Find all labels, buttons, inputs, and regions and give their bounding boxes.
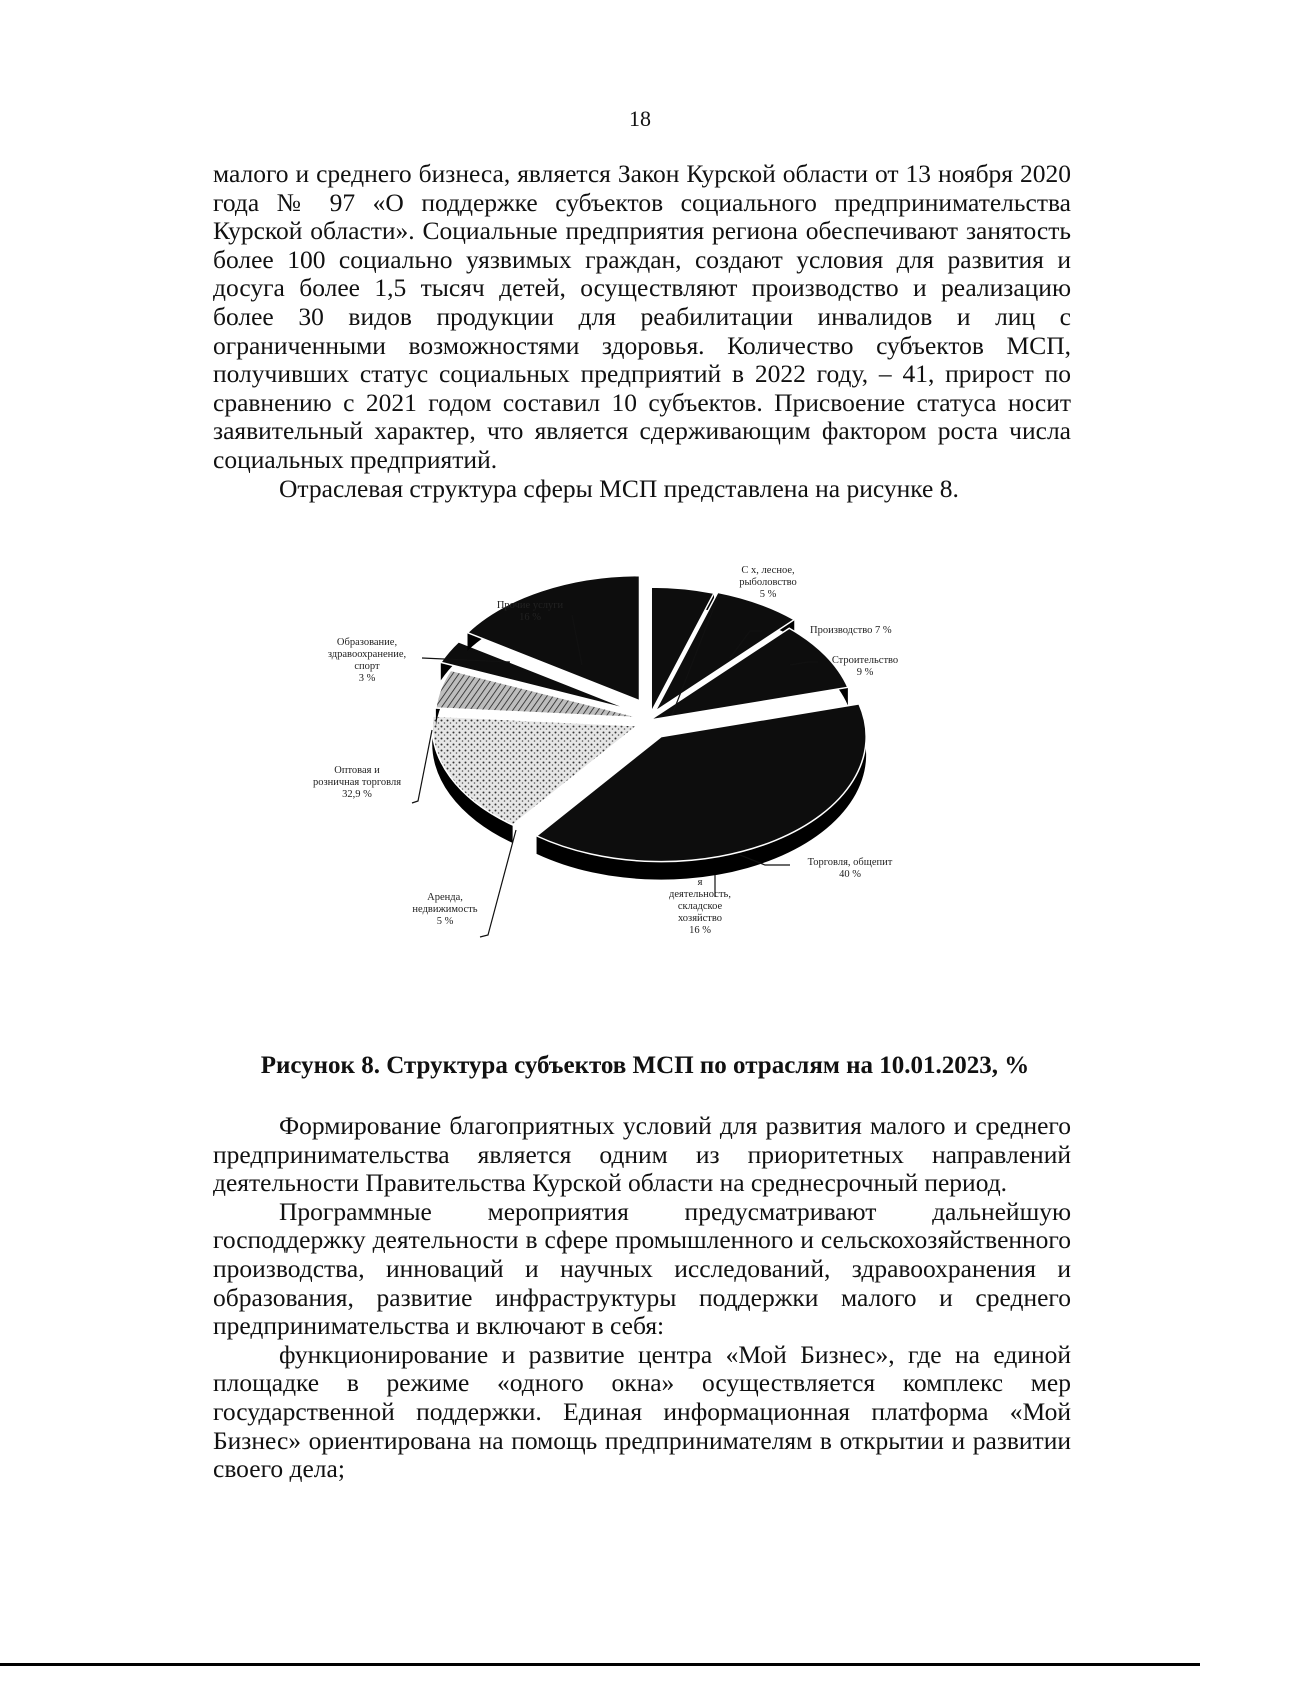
body-paragraphs [213, 1112, 1071, 1484]
label-agri: С х, лесное, рыболовство 5 % [739, 565, 797, 600]
label-rent: Аренда, недвижимость 5 % [412, 892, 478, 927]
figure-caption: Рисунок 8. Структура субъектов МСП по отраслям на 10.01.2023, % [260, 1052, 1030, 1079]
paragraph-my-business: функционирование и развитие центра «Мой Бизнес», где на единой площадке в режиме «одного окна» осуществляется комплекс мер государственной поддержки. Единая информационная платформа «Мой Бизнес» ориентирована на помощь предпринимателям в открытии и развитии своего дела; [213, 1339, 1071, 1484]
label-production: Производство 7 % [810, 625, 892, 636]
intro-paragraph [213, 160, 1071, 503]
paragraph-priority: Формирование благоприятных условий для развития малого и среднего предпринимательства является одним из приоритетных направлений деятельности Правительства Курской области на среднесрочный период. [213, 1111, 1071, 1198]
leader-rent [480, 830, 516, 937]
industry-pie-chart [312, 565, 1000, 1035]
bottom-rule [0, 1663, 1200, 1666]
label-construction: Строительство 9 % [831, 655, 899, 678]
paragraph-program: Программные мероприятия предусматривают дальнейшую господдержку деятельности в сфере промышленного и сельскохозяйственного производства, инноваций и научных исследований, здравоохранения и образования, развитие инфраструктуры поддержки малого и среднего предпринимательства и включают в себя: [213, 1196, 1071, 1341]
label-education: Образование, здравоохранение, спорт 3 % [327, 637, 407, 684]
paragraph-social-enterprises: малого и среднего бизнеса, является Закон Курской области от 13 ноября 2020 года № 97 «О поддержке субъектов социального предпринимательства Курской области». Социальные предприятия региона обеспечивают занятость более 100 социально уязвимых граждан, создают условия для развития и досуга более 1,5 тысяч детей, осуществляют производство и реализацию более 30 видов продукции для реабилитации инвалидов и лиц с ограниченными возможностями здоровья. Количество субъектов МСП, получивших статус социальных предприятий в 2022 году, – 41, прирост по сравнению с 2021 годом составил 10 субъектов. Присвоение статуса носит заявительный характер, что является сдерживающим фактором роста числа социальных предприятий. [213, 159, 1071, 474]
pie-chart-svg [312, 565, 1000, 1035]
label-trade-catering: Торговля, общепит 40 % [807, 857, 893, 880]
leader-wholesale [412, 730, 432, 803]
page-number: 18 [629, 106, 651, 131]
label-other: Прочие услуги 16 % [496, 600, 564, 623]
label-transport: я деятельность, складское хозяйство 16 % [669, 877, 731, 936]
label-wholesale: Оптовая и розничная торговля 32,9 % [312, 765, 402, 800]
pie-slices [432, 576, 866, 880]
paragraph-figure-reference: Отраслевая структура сферы МСП представлена на рисунке 8. [279, 473, 959, 503]
